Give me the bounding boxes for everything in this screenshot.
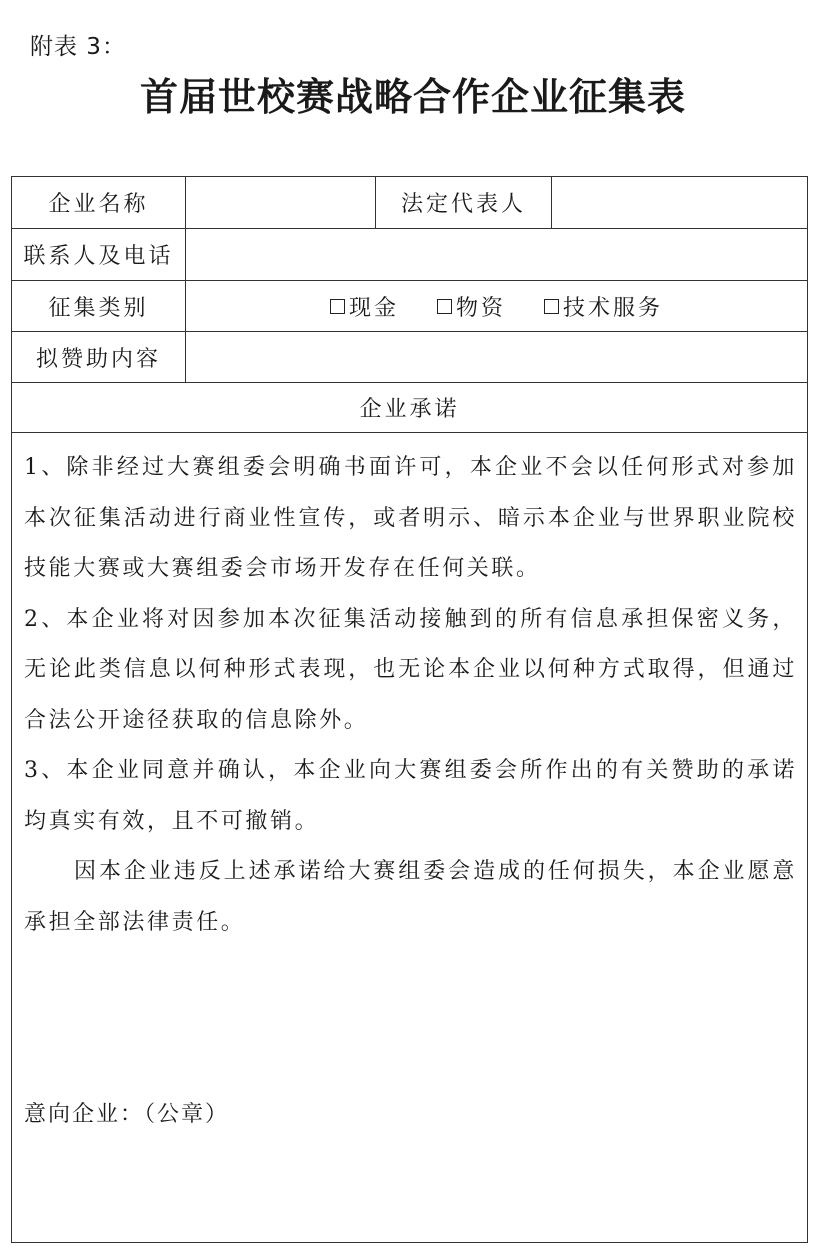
row-promise-header (12, 383, 807, 433)
option-tech-service-label: 技术服务 (563, 295, 664, 321)
contact-label: 联系人及电话 (12, 229, 186, 280)
form-title: 首届世校赛战略合作企业征集表 (139, 75, 686, 119)
solicitation-form-table (11, 176, 808, 1243)
attachment-label: 附表 3： (30, 34, 126, 60)
promise-item-1: 1、除非经过大赛组委会明确书面许可，本企业不会以任何形式对参加本次征集活动进行商业性宣传，或者明示、暗示本企业与世界职业院校技能大赛或大赛组委会市场开发存在任何关联。 (24, 455, 797, 581)
row-contact (12, 229, 807, 281)
row-category (12, 281, 807, 332)
promise-item-2: 2、本企业将对因参加本次征集活动接触到的所有信息承担保密义务，无论此类信息以何种形式表现，也无论本企业以何种方式取得，但通过合法公开途径获取的信息除外。 (24, 606, 797, 733)
tech-service-checkbox[interactable] (544, 299, 559, 314)
cash-checkbox[interactable] (330, 299, 345, 314)
option-goods[interactable] (437, 291, 506, 322)
category-label: 征集类别 (12, 281, 186, 331)
liability-statement: 因本企业违反上述承诺给大赛组委会造成的任何损失，本企业愿意承担全部法律责任。 (24, 859, 797, 935)
row-sponsor-content (12, 332, 807, 383)
company-stamp-label: 意向企业：（公章） (24, 1102, 230, 1127)
row-company-name (12, 177, 807, 229)
promise-item-3: 3、本企业同意并确认，本企业向大赛组委会所作出的有关赞助的承诺均真实有效，且不可撤销。 (24, 758, 797, 834)
option-cash[interactable] (330, 291, 399, 322)
category-options (186, 281, 807, 331)
legal-rep-label: 法定代表人 (376, 177, 552, 228)
legal-rep-field[interactable] (552, 177, 807, 228)
option-goods-label: 物资 (455, 295, 506, 321)
sponsor-content-label: 拟赞助内容 (12, 332, 186, 382)
company-name-field[interactable] (186, 177, 376, 228)
company-name-label: 企业名称 (12, 177, 186, 228)
goods-checkbox[interactable] (437, 299, 452, 314)
option-tech-service[interactable] (544, 291, 663, 322)
promise-header: 企业承诺 (359, 397, 460, 422)
option-cash-label: 现金 (348, 295, 399, 321)
contact-field[interactable] (186, 229, 807, 280)
sponsor-content-field[interactable] (186, 332, 807, 382)
